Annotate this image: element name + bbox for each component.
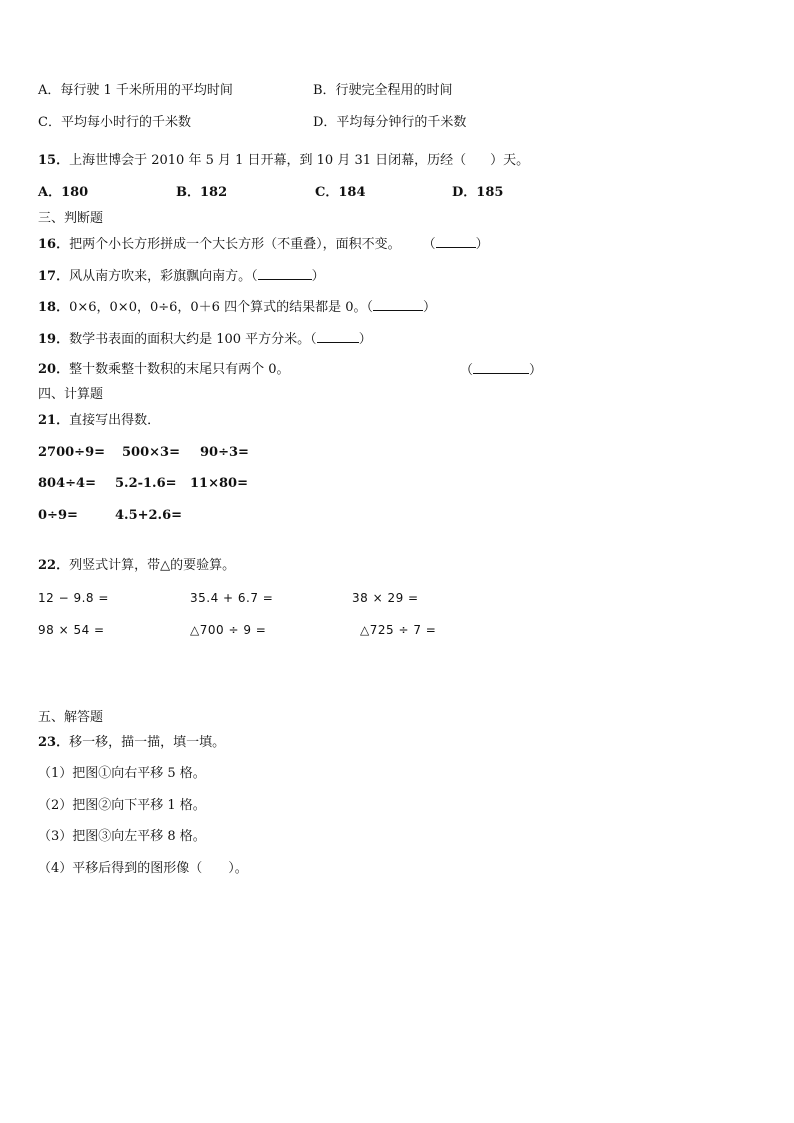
option-b: B．182 — [176, 185, 228, 200]
calc-item: 0÷9= — [38, 508, 78, 523]
question-number: 16． — [38, 237, 70, 252]
calc-item: 804÷4= — [38, 476, 96, 491]
answer-blank[interactable] — [373, 298, 423, 311]
calc-item: 38 × 29 = — [352, 591, 419, 605]
calc-item: 90÷3= — [200, 445, 249, 460]
section-title: 四、计算题 — [38, 387, 104, 402]
question-text: 列竖式计算，带△的要验算。 — [69, 558, 236, 573]
calc-item: 4.5+2.6= — [115, 508, 183, 523]
question-number: 18． — [38, 300, 70, 315]
option-d: D．185 — [452, 185, 504, 200]
question-number: 22． — [38, 558, 70, 573]
option-d: D．平均每分钟行的千米数 — [313, 115, 467, 130]
question-text-end: ）天。 — [490, 153, 530, 168]
question-text: 0×6，0×0，0÷6，0＋6 四个算式的结果都是 0。 — [69, 300, 367, 315]
question-text: 整十数乘整十数积的末尾只有两个 0。 — [69, 362, 290, 377]
calc-item: 5.2-1.6= — [115, 476, 177, 491]
question-15 — [38, 152, 529, 170]
option-b: B．行驶完全程用的时间 — [313, 83, 453, 98]
option-c: C．184 — [315, 185, 366, 200]
question-text: 把两个小长方形拼成一个大长方形（不重叠），面积不变。 — [69, 237, 401, 252]
option-c: C．平均每小时行的千米数 — [38, 115, 191, 130]
section-title: 五、解答题 — [38, 710, 104, 725]
question-text: 风从南方吹来，彩旗飘向南方。 — [69, 269, 252, 284]
sub-question: （1）把图①向右平移 5 格。 — [38, 766, 206, 781]
calc-item: 500×3= — [122, 445, 180, 460]
calc-item: 12 − 9.8 = — [38, 591, 109, 605]
question-16: 16．把两个小长方形拼成一个大长方形（不重叠），面积不变。 （ ） — [38, 237, 489, 252]
calc-item: △725 ÷ 7 = — [360, 623, 437, 637]
option-a: A．每行驶 1 千米所用的平均时间 — [38, 83, 233, 98]
answer-blank[interactable] — [473, 361, 529, 374]
question-number: 20． — [38, 362, 70, 377]
question-19: 19．数学书表面的面积大约是 100 平方分米。（ ） — [38, 332, 372, 347]
answer-paren: （ ） — [460, 363, 543, 378]
sub-question: （4）平移后得到的图形像（ ）。 — [38, 861, 248, 876]
question-20 — [38, 361, 290, 379]
question-23 — [38, 734, 225, 752]
question-number: 17． — [38, 269, 70, 284]
question-21 — [38, 412, 160, 430]
answer-blank[interactable] — [317, 330, 359, 343]
option-a: A．180 — [38, 185, 89, 200]
answer-blank[interactable] — [258, 267, 312, 280]
question-text: 直接写出得数． — [69, 413, 161, 428]
question-text: 数学书表面的面积大约是 100 平方分米。 — [69, 332, 311, 347]
sub-question: （3）把图③向左平移 8 格。 — [38, 829, 206, 844]
section-title: 三、判断题 — [38, 211, 104, 226]
question-number: 15． — [38, 153, 70, 168]
calc-item: 11×80= — [190, 476, 248, 491]
question-number: 23． — [38, 735, 70, 750]
question-18: 18．0×6，0×0，0÷6，0＋6 四个算式的结果都是 0。（ ） — [38, 300, 437, 315]
calc-item: 35.4 + 6.7 = — [190, 591, 274, 605]
question-text: 移一移，描一描，填一填。 — [69, 735, 226, 750]
sub-question: （2）把图②向下平移 1 格。 — [38, 798, 206, 813]
calc-item: 2700÷9= — [38, 445, 106, 460]
question-text: 上海世博会于 2010 年 5 月 1 日开幕，到 10 月 31 日闭幕，历经（ — [69, 153, 467, 168]
question-number: 19． — [38, 332, 70, 347]
question-22 — [38, 557, 235, 575]
answer-blank[interactable] — [436, 235, 476, 248]
question-number: 21． — [38, 413, 70, 428]
question-17: 17．风从南方吹来，彩旗飘向南方。（ ） — [38, 269, 325, 284]
calc-item: △700 ÷ 9 = — [190, 623, 267, 637]
calc-item: 98 × 54 = — [38, 623, 105, 637]
